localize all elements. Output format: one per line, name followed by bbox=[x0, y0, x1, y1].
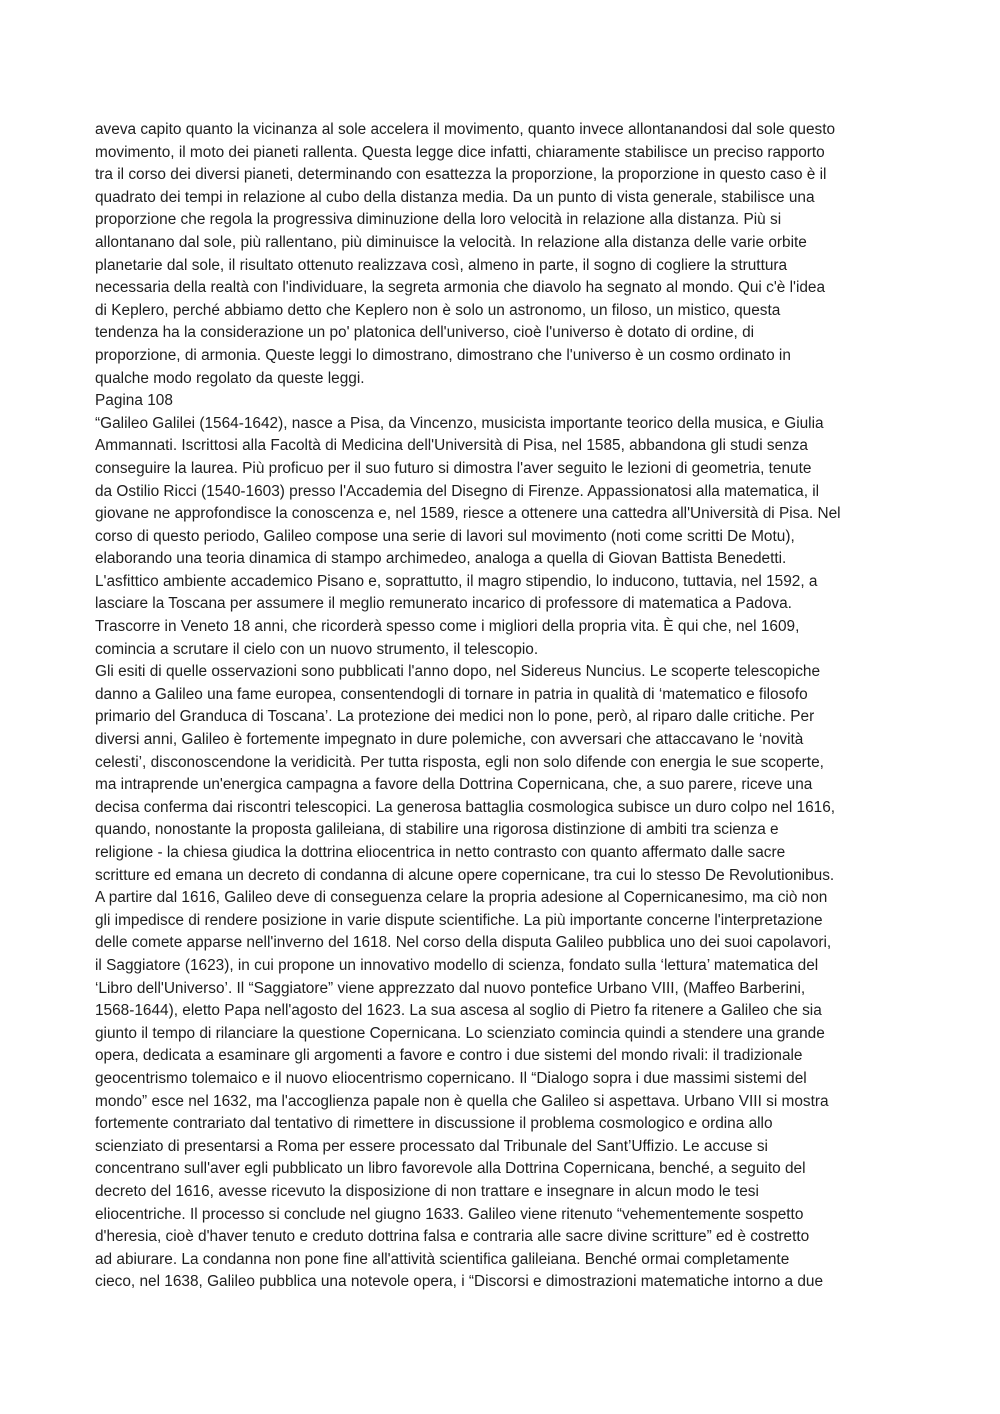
text-line: primario del Granduca di Toscana’. La protezione dei medici non lo pone, però, al riparo dalle critiche. Per bbox=[95, 708, 815, 726]
text-line: Gli esiti di quelle osservazioni sono pubblicati l'anno dopo, nel Sidereus Nuncius. Le scoperte telescopiche bbox=[95, 663, 821, 681]
text-line: mondo” esce nel 1632, ma l'accoglienza papale non è quella che Galileo si aspettava. Urbano VIII si mostra bbox=[95, 1092, 829, 1110]
text-line: di Keplero, perché abbiamo detto che Keplero non è solo un astronomo, un filoso, un mistico, questa bbox=[95, 301, 781, 319]
text-line: lasciare la Toscana per assumere il meglio remunerato incarico di professore di matematica a Padova. bbox=[95, 595, 792, 613]
text-line: decreto del 1616, avesse ricevuto la disposizione di non trattare e insegnare in alcun modo le tesi bbox=[95, 1182, 759, 1200]
text-line: giovane ne approfondisce la conoscenza e, nel 1589, riesce a ottenere una cattedra all'Università di Pisa. Nel bbox=[95, 505, 841, 523]
text-line: danno a Galileo una fame europea, consentendogli di tornare in patria in qualità di ‘matematico e filosofo bbox=[95, 685, 808, 703]
text-line: proporzione, di armonia. Queste leggi lo dimostrano, dimostrano che l'universo è un cosmo ordinato in bbox=[95, 346, 791, 364]
text-line: d'heresia, cioè d'haver tenuto e creduto dottrina falsa e contraria alle sacre divine scritture” ed è costretto bbox=[95, 1228, 810, 1246]
text-line: corso di questo periodo, Galileo compose una serie di lavori sul movimento (noti come scritti De Motu), bbox=[95, 527, 795, 545]
text-line: planetarie dal sole, il risultato ottenuto realizzava così, almeno in parte, il sogno di cogliere la struttura bbox=[95, 256, 788, 274]
text-line: fortemente contrariato dal tentativo di rimettere in discussione il problema cosmologico e ordina allo bbox=[95, 1115, 773, 1133]
text-line: A partire dal 1616, Galileo deve di conseguenza celare la propria adesione al Copernicanesimo, ma ciò non bbox=[95, 889, 828, 907]
text-line: qualche modo regolato da queste leggi. bbox=[95, 369, 365, 387]
paragraph-kepler bbox=[95, 119, 905, 390]
page-reference bbox=[95, 390, 905, 413]
paragraph-galileo-biography bbox=[95, 413, 905, 662]
document-page bbox=[95, 119, 905, 1294]
text-line: decisa conferma dai riscontri telescopici. La generosa battaglia cosmologica subisce un duro colpo nel 1616, bbox=[95, 798, 836, 816]
text-line: geocentrismo tolemaico e il nuovo eliocentrismo copernicano. Il “Dialogo sopra i due massimi sistemi del bbox=[95, 1069, 807, 1087]
text-line: ma intraprende un'energica campagna a favore della Dottrina Copernicana, che, a suo parere, riceve una bbox=[95, 776, 813, 794]
text-line: tra il corso dei diversi pianeti, determinando con esattezza la proporzione, la proporzione in questo caso è il bbox=[95, 166, 827, 184]
text-line: Pagina 108 bbox=[95, 392, 173, 410]
text-line: cieco, nel 1638, Galileo pubblica una notevole opera, i “Discorsi e dimostrazioni matematiche intorno a due bbox=[95, 1273, 824, 1291]
text-line: L'asfittico ambiente accademico Pisano e, soprattutto, il magro stipendio, lo inducono, tuttavia, nel 1592, a bbox=[95, 572, 818, 590]
text-line: gli impedisce di rendere posizione in varie dispute scientifiche. La più importante concerne l'interpretazione bbox=[95, 911, 823, 929]
text-line: opera, dedicata a esaminare gli argomenti a favore e contro i due sistemi del mondo rivali: il tradizionale bbox=[95, 1047, 803, 1065]
text-line: delle comete apparse nell'inverno del 1618. Nel corso della disputa Galileo pubblica uno dei suoi capolavori, bbox=[95, 934, 832, 952]
text-line: necessaria della realtà con l'individuare, la segreta armonia che diavolo ha segnato al mondo. Qui c'è l'idea bbox=[95, 279, 826, 297]
text-line: eliocentriche. Il processo si conclude nel giugno 1633. Galileo viene ritenuto “vehementemente sospetto bbox=[95, 1205, 804, 1223]
text-line: tendenza ha la considerazione un po' platonica dell'universo, cioè l'universo è dotato di ordine, di bbox=[95, 324, 755, 342]
text-line: proporzione che regola la progressiva diminuzione della loro velocità in relazione alla distanza. Più si bbox=[95, 211, 782, 229]
paragraph-galileo-trial bbox=[95, 887, 905, 1294]
text-line: Trascorre in Veneto 18 anni, che ricorderà spesso come i migliori della propria vita. È qui che, nel 1609, bbox=[95, 618, 800, 636]
text-line: allontanano dal sole, più rallentano, più diminuisce la velocità. In relazione alla distanza delle varie orbite bbox=[95, 233, 807, 251]
text-line: elaborando una teoria dinamica di stampo archimedeo, analoga a quella di Giovan Battista Benedetti. bbox=[95, 550, 787, 568]
paragraph-galileo-sidereus bbox=[95, 661, 905, 887]
text-line: movimento, il moto dei pianeti rallenta. Questa legge dice infatti, chiaramente stabilisce un preciso rapporto bbox=[95, 143, 825, 161]
text-line: celesti’, disconoscendone la veridicità. Per tutta risposta, egli non solo difende con energia le sue scoperte, bbox=[95, 753, 824, 771]
text-line: concentrano sull'aver egli pubblicato un libro favorevole alla Dottrina Copernicana, benché, a seguito del bbox=[95, 1160, 806, 1178]
text-line: conseguire la laurea. Più proficuo per il suo futuro si dimostra l'aver seguito le lezioni di geometria, tenute bbox=[95, 459, 812, 477]
text-line: aveva capito quanto la vicinanza al sole accelera il movimento, quanto invece allontanandosi dal sole questo bbox=[95, 121, 836, 138]
text-line: ad abiurare. La condanna non pone fine all'attività scientifica galileiana. Benché ormai completamente bbox=[95, 1250, 790, 1268]
text-line: “Galileo Galilei (1564-1642), nasce a Pisa, da Vincenzo, musicista importante teorico della musica, e Giulia bbox=[95, 414, 824, 432]
text-line: quadrato dei tempi in relazione al cubo della distanza media. Da un punto di vista generale, stabilisce una bbox=[95, 188, 815, 206]
text-line: diversi anni, Galileo è fortemente impegnato in dure polemiche, con avversari che attaccavano le ‘novità bbox=[95, 731, 804, 749]
text-line: scienziato di presentarsi a Roma per essere processato dal Tribunale del Sant’Uffizio. Le accuse si bbox=[95, 1137, 768, 1155]
text-line: il Saggiatore (1623), in cui propone un innovativo modello di scienza, fondato sulla ‘lettura’ matematica del bbox=[95, 956, 819, 974]
text-line: ‘Libro dell'Universo’. Il “Saggiatore” viene apprezzato dal nuovo pontefice Urbano VIII, (Maffeo Barberini, bbox=[95, 979, 806, 997]
text-line: da Ostilio Ricci (1540-1603) presso l'Accademia del Disegno di Firenze. Appassionatosi alla matematica, il bbox=[95, 482, 820, 500]
text-line: religione - la chiesa giudica la dottrina eliocentrica in netto contrasto con quanto affermato dalle sacre bbox=[95, 844, 786, 861]
text-line: quando, nonostante la proposta galileiana, di stabilire una rigorosa distinzione di ambiti tra scienza e bbox=[95, 821, 779, 839]
text-line: comincia a scrutare il cielo con un nuovo strumento, il telescopio. bbox=[95, 640, 539, 658]
text-line: giunto il tempo di rilanciare la questione Copernicana. Lo scienziato comincia quindi a stendere una grande bbox=[95, 1024, 825, 1042]
text-line: Ammannati. Iscrittosi alla Facoltà di Medicina dell'Università di Pisa, nel 1585, abbandona gli studi senza bbox=[95, 437, 808, 455]
text-line: 1568-1644), eletto Papa nell'agosto del 1623. La sua ascesa al soglio di Pietro fa ritenere a Galileo che sia bbox=[95, 1002, 822, 1020]
text-line: scritture ed emana un decreto di condanna di alcune opere copernicane, tra cui lo stesso De Revolutionibus. bbox=[95, 866, 835, 884]
